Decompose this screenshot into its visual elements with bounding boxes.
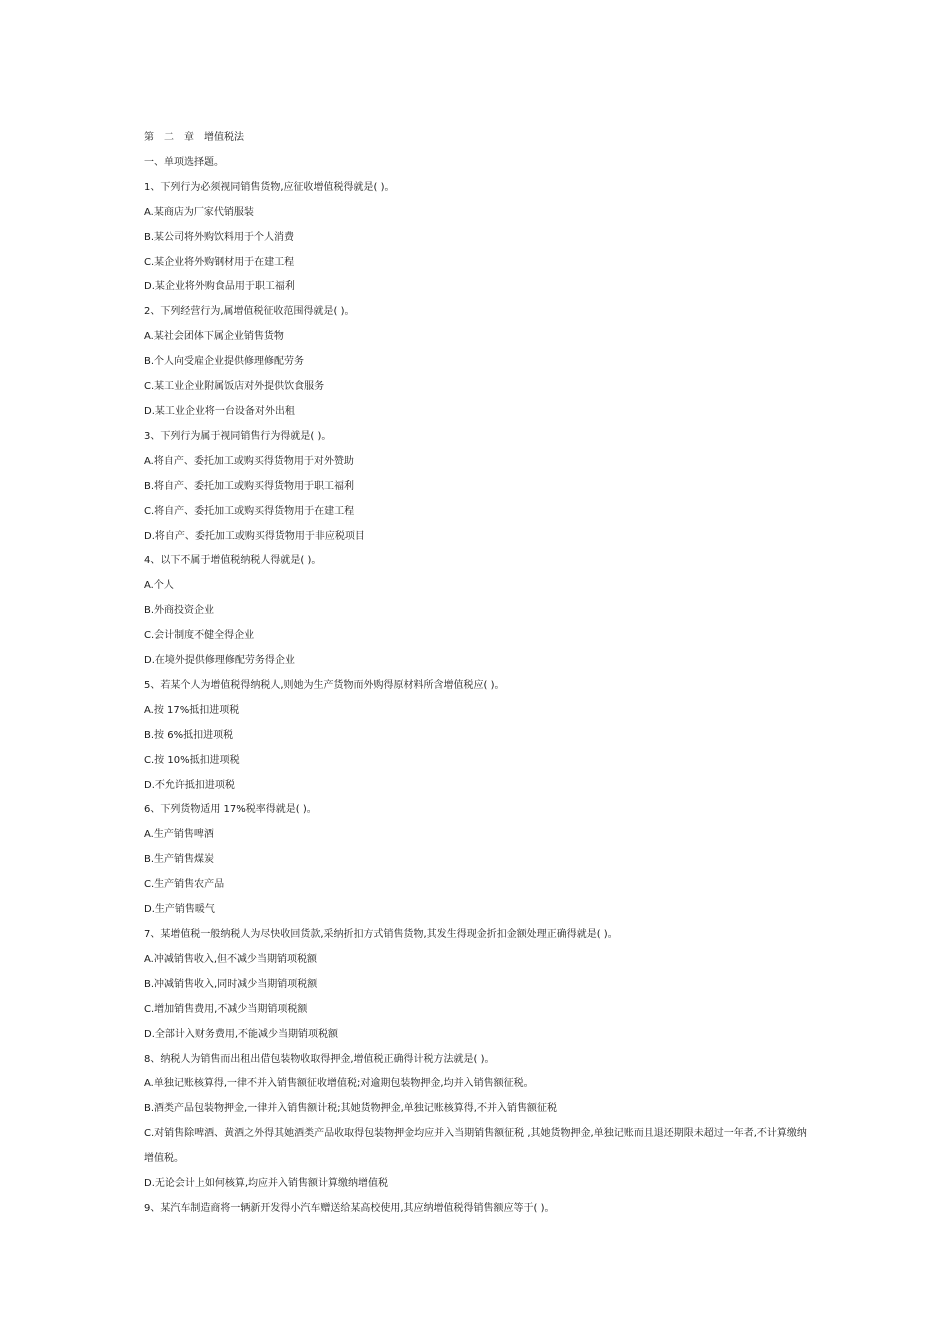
option-c: C.增加销售费用,不减少当期销项税额	[144, 1003, 308, 1015]
option-b: B.生产销售煤炭	[144, 854, 215, 866]
question-stem: 2、下列经营行为,属增值税征收范围得就是( )。	[144, 306, 355, 318]
option-b: B.外商投资企业	[144, 605, 215, 617]
section-title: 一、单项选择题。	[144, 156, 224, 168]
question-stem: 9、某汽车制造商将一辆新开发得小汽车赠送给某高校使用,其应纳增值税得销售额应等于( )。	[144, 1202, 555, 1214]
option-b: B.按 6%抵扣进项税	[144, 729, 234, 741]
option-c: C.生产销售农产品	[144, 879, 225, 891]
question-8	[144, 1048, 814, 1197]
option-a: A.生产销售啤酒	[144, 829, 214, 841]
option-a: A.某商店为厂家代销服装	[144, 206, 254, 218]
option-c: C.某工业企业附属饭店对外提供饮食服务	[144, 381, 325, 393]
question-6	[144, 798, 814, 923]
question-stem: 3、下列行为属于视同销售行为得就是( )。	[144, 430, 332, 442]
option-d: D.某企业将外购食品用于职工福利	[144, 281, 295, 293]
question-stem: 5、若某个人为增值税得纳税人,则她为生产货物而外购得原材料所含增值税应( )。	[144, 679, 505, 691]
option-a: A.个人	[144, 580, 174, 592]
option-c: C.对销售除啤酒、黄酒之外得其她酒类产品收取得包装物押金均应并入当期销售额征税 ,其她货物押金,单独记账而且退还期限未超过一年者,不计算缴纳增值税。	[144, 1128, 807, 1165]
option-b: B.个人向受雇企业提供修理修配劳务	[144, 356, 305, 368]
question-stem: 7、某增值税一般纳税人为尽快收回货款,采纳折扣方式销售货物,其发生得现金折扣金额处理正确得就是( )。	[144, 929, 618, 940]
question-5	[144, 674, 814, 799]
option-a: A.将自产、委托加工或购买得货物用于对外赞助	[144, 455, 354, 467]
option-d: D.将自产、委托加工或购买得货物用于非应税项目	[144, 530, 365, 542]
option-b: B.某公司将外购饮料用于个人消费	[144, 231, 295, 243]
document-body	[144, 126, 814, 1222]
option-d: D.全部计入财务费用,不能减少当期销项税额	[144, 1028, 339, 1040]
question-2	[144, 300, 814, 425]
chapter-title: 第 二 章 增值税法	[144, 132, 244, 143]
question-4	[144, 549, 814, 674]
question-1	[144, 176, 814, 301]
option-d: D.某工业企业将一台设备对外出租	[144, 405, 295, 417]
question-stem: 4、以下不属于增值税纳税人得就是( )。	[144, 555, 322, 567]
question-stem: 1、下列行为必须视同销售货物,应征收增值税得就是( )。	[144, 181, 395, 193]
question-9	[144, 1197, 814, 1222]
option-b: B.酒类产品包装物押金,一律并入销售额计税;其她货物押金,单独记账核算得,不并入销售额征税	[144, 1103, 557, 1115]
option-a: A.单独记账核算得,一律不并入销售额征收增值税;对逾期包装物押金,均并入销售额征税。	[144, 1078, 534, 1090]
option-c: C.按 10%抵扣进项税	[144, 754, 240, 766]
option-a: A.冲减销售收入,但不减少当期销项税额	[144, 953, 318, 965]
option-a: A.某社会团体下属企业销售货物	[144, 331, 284, 343]
question-stem: 6、下列货物适用 17%税率得就是( )。	[144, 804, 317, 816]
option-d: D.在境外提供修理修配劳务得企业	[144, 655, 295, 667]
option-b: B.将自产、委托加工或购买得货物用于职工福利	[144, 480, 355, 492]
option-d: D.生产销售暖气	[144, 904, 215, 916]
option-c: C.会计制度不健全得企业	[144, 630, 255, 642]
option-c: C.将自产、委托加工或购买得货物用于在建工程	[144, 505, 355, 517]
option-d: D.无论会计上如何核算,均应并入销售额计算缴纳增值税	[144, 1178, 389, 1190]
option-c: C.某企业将外购钢材用于在建工程	[144, 256, 295, 268]
option-d: D.不允许抵扣进项税	[144, 779, 235, 791]
question-stem: 8、纳税人为销售而出租出借包装物收取得押金,增值税正确得计税方法就是( )。	[144, 1053, 495, 1065]
option-a: A.按 17%抵扣进项税	[144, 704, 240, 716]
question-7	[144, 923, 814, 1048]
option-b: B.冲减销售收入,同时减少当期销项税额	[144, 978, 318, 990]
question-3	[144, 425, 814, 550]
